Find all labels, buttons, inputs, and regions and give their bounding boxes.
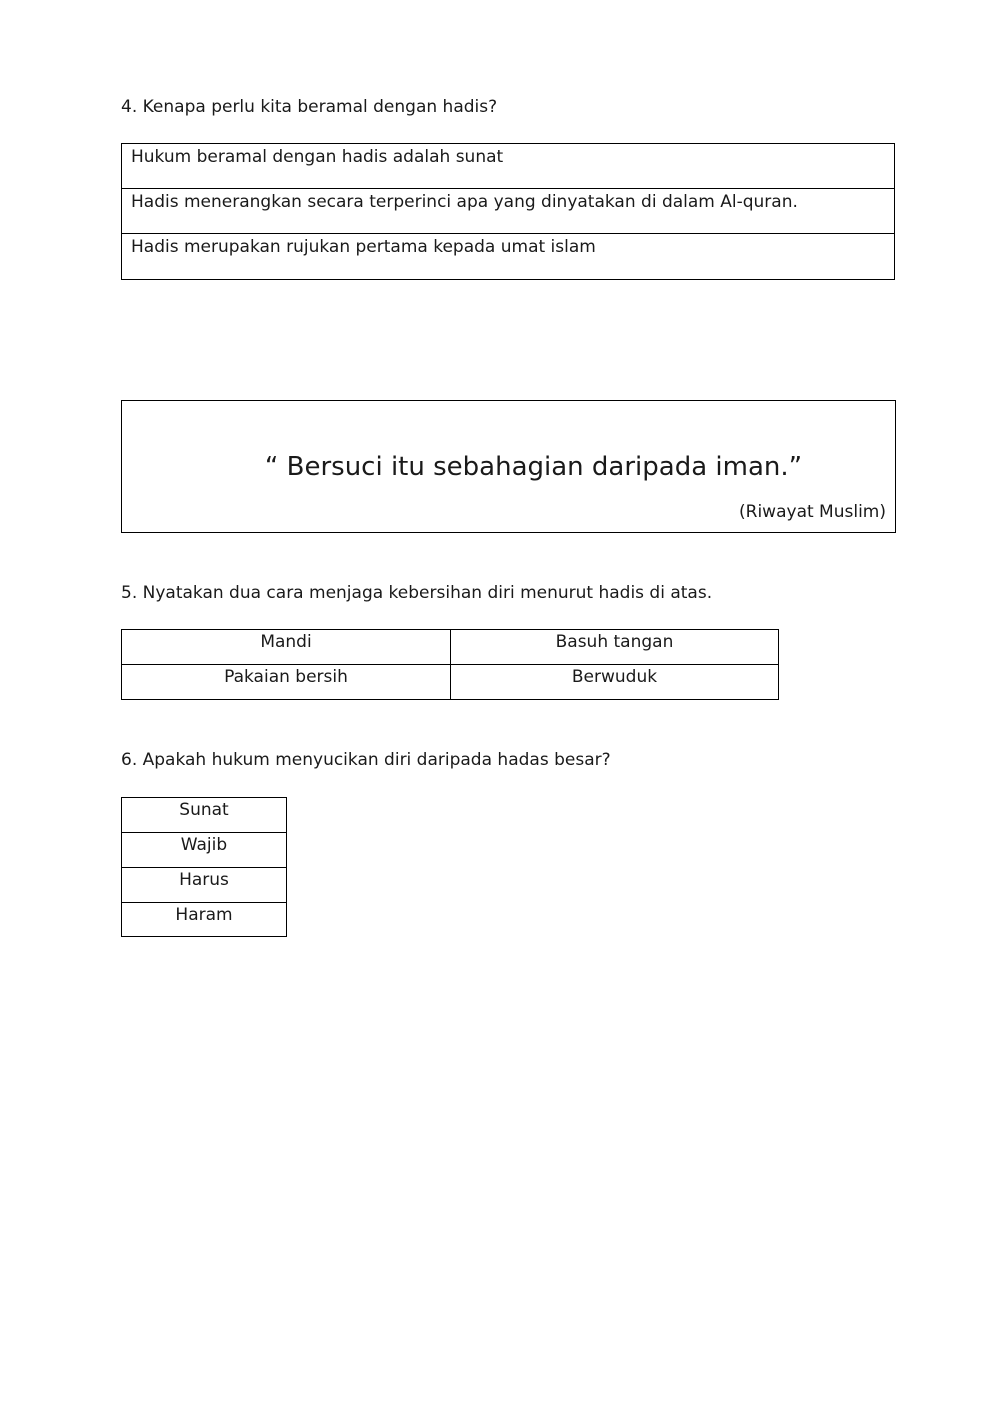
question-6: 6. Apakah hukum menyucikan diri daripada hadas besar? xyxy=(121,750,611,770)
answer-option[interactable]: Mandi xyxy=(122,630,451,665)
answer-option[interactable]: Sunat xyxy=(122,798,286,833)
answer-option[interactable]: Haram xyxy=(175,905,233,925)
answer-option[interactable]: Wajib xyxy=(122,833,286,868)
question-5-options xyxy=(121,629,779,700)
question-5: 5. Nyatakan dua cara menjaga kebersihan diri menurut hadis di atas. xyxy=(121,583,713,603)
hadith-quote-text: “ Bersuci itu sebahagian daripada iman.” xyxy=(264,452,803,482)
question-4: 4. Kenapa perlu kita beramal dengan hadis? xyxy=(121,97,498,117)
answer-option[interactable]: Pakaian bersih xyxy=(122,665,451,699)
answer-option[interactable]: Harus xyxy=(122,868,286,903)
answer-option[interactable]: Hukum beramal dengan hadis adalah sunat xyxy=(122,144,894,189)
answer-option[interactable]: Basuh tangan xyxy=(451,630,778,665)
answer-option[interactable]: Berwuduk xyxy=(571,667,658,687)
question-4-options xyxy=(121,143,895,280)
question-6-options xyxy=(121,797,287,937)
hadith-quote-box xyxy=(121,400,896,533)
hadith-quote-source: (Riwayat Muslim) xyxy=(739,502,886,522)
answer-option[interactable]: Hadis menerangkan secara terperinci apa yang dinyatakan di dalam Al-quran. xyxy=(122,189,894,234)
answer-option[interactable]: Hadis merupakan rujukan pertama kepada umat islam xyxy=(131,237,596,257)
